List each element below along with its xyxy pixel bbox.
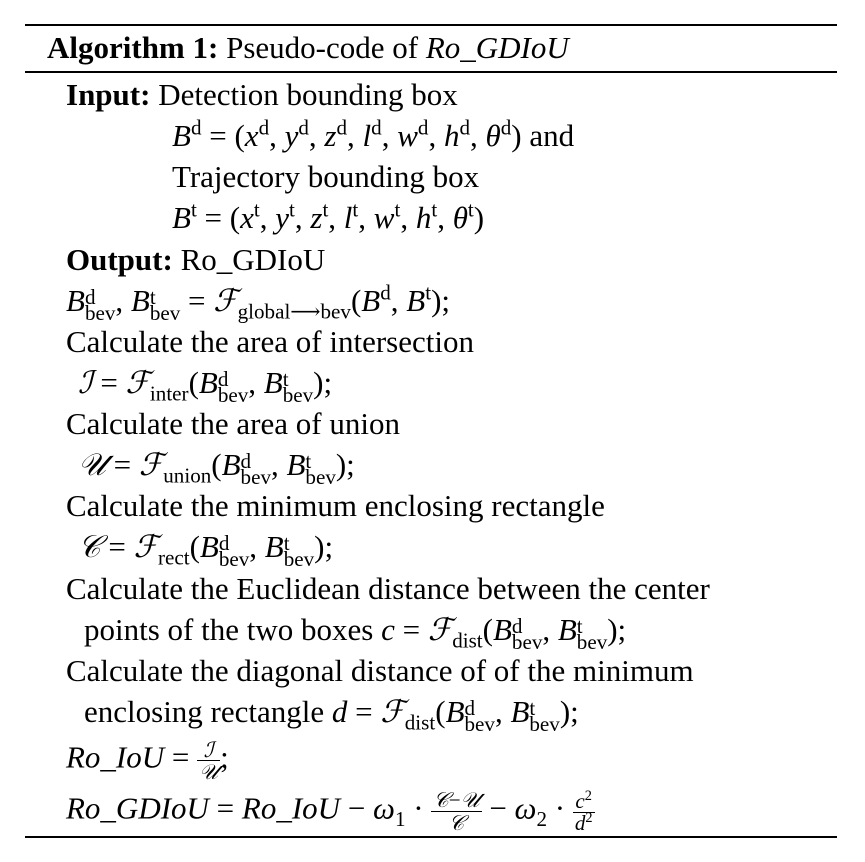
input-trajectory-text: Trajectory bounding box bbox=[172, 159, 480, 194]
input-detection-text: Detection bounding box bbox=[158, 77, 458, 112]
rect-formula: 𝒞 = ℱ$_{rect}$(B d bev , B t bev ); bbox=[78, 529, 334, 572]
header-rule bbox=[25, 71, 837, 73]
output-label: Output: bbox=[66, 242, 173, 277]
top-rule bbox=[25, 24, 837, 26]
euclid-formula: points of the two boxes c = ℱ$_{dist}$(B d bev , B t bev ); bbox=[84, 612, 627, 655]
ro-iou-formula: Ro_IoU = $\frac{\text{ℐ}}{\text{𝒰}}$ ; bbox=[66, 737, 229, 785]
algorithm-title-text: Pseudo-code of bbox=[226, 30, 419, 65]
trajectory-box-formula: $B^t = (x^t$, $y^t$, $z^t$, $l^t$, $w^t$, $h^t$, $\theta^t$) bbox=[172, 197, 485, 235]
detection-box-formula: $B^d = (x^d$, $y^d$, $z^d$, $l^d$, $w^d$, $h^d$, $\theta^d$) and bbox=[172, 115, 575, 153]
calc-union-text: Calculate the area of union bbox=[66, 406, 400, 441]
diag-formula: enclosing rectangle d = ℱ$_{dist}$(B d bev , B t bev ); bbox=[84, 694, 579, 737]
intersection-formula: ℐ = ℱ$_{inter}$(B d bev , B t bev ); bbox=[78, 365, 333, 408]
calc-diag-text: Calculate the diagonal distance of of the minimum bbox=[66, 653, 694, 688]
input-label: Input: bbox=[66, 77, 151, 112]
output-line bbox=[66, 242, 325, 278]
output-value: Ro_GDIoU bbox=[180, 242, 326, 277]
algorithm-title bbox=[47, 30, 569, 66]
and-text: and bbox=[529, 118, 575, 153]
global-to-bev-step: B d bev , B t bev = $ℱ_{global⟶bev}(B^d$, $B^t$); bbox=[66, 280, 450, 326]
algorithm-label: Algorithm 1: bbox=[47, 30, 219, 65]
input-line bbox=[66, 77, 458, 113]
calc-euclid-text: Calculate the Euclidean distance between the center bbox=[66, 571, 710, 606]
ro-gdiou-formula: Ro_GDIoU = Ro_IoU − $\omega_1$ · $\frac{\text{𝒞−𝒰}}{\text{𝒞}}$ − $\omega_2$ · $\frac{c^2}{d^2}$ bbox=[66, 787, 593, 836]
calc-rect-text: Calculate the minimum enclosing rectangle bbox=[66, 488, 605, 523]
union-formula: 𝒰 = ℱ$_{union}$(B d bev , B t bev ); bbox=[78, 447, 355, 490]
algorithm-name: Ro_GDIoU bbox=[425, 30, 569, 65]
calc-intersection-text: Calculate the area of intersection bbox=[66, 324, 474, 359]
bottom-rule bbox=[25, 836, 837, 838]
